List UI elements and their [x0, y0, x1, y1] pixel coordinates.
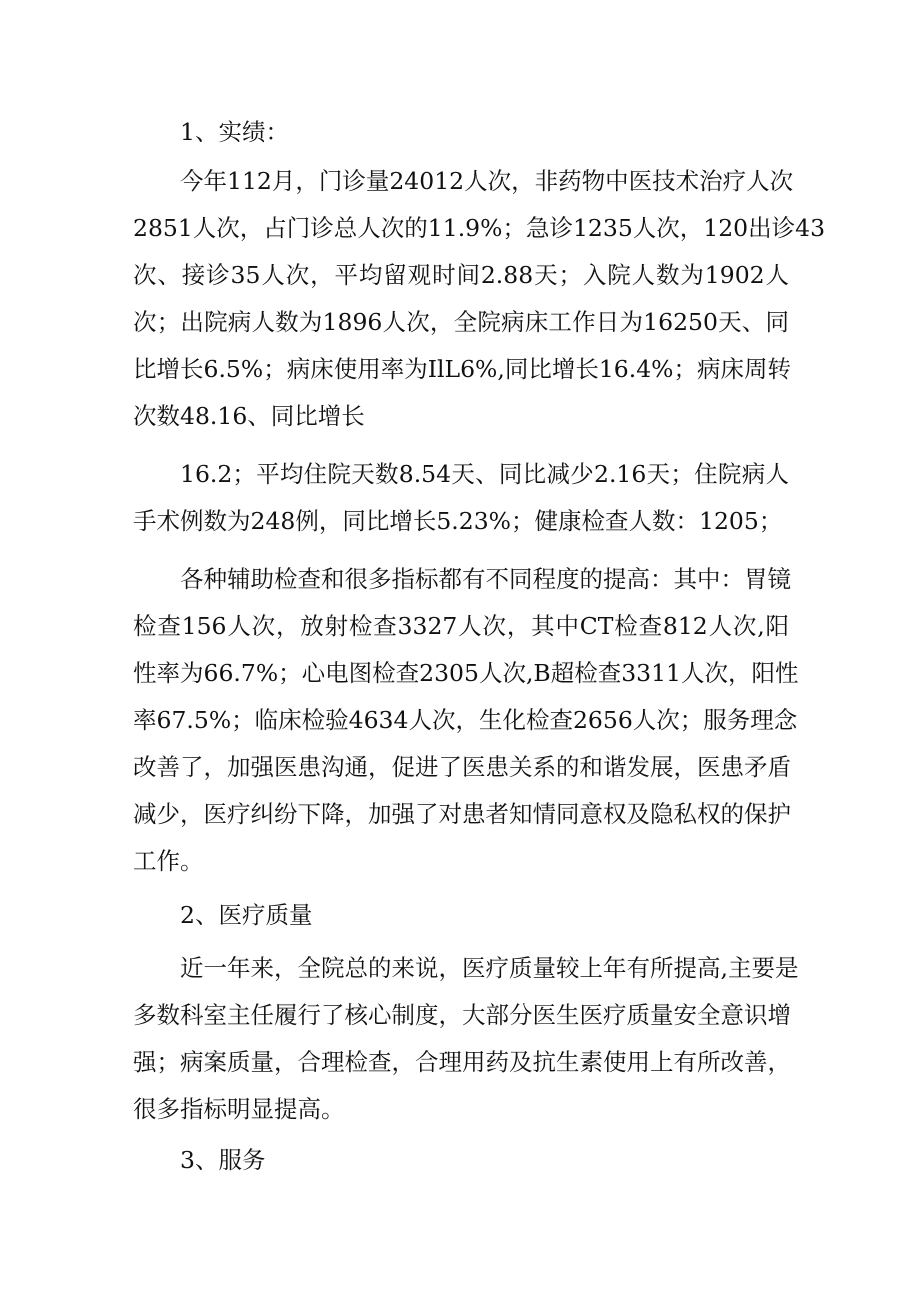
paragraph-line: 次数48.16、同比增长	[133, 402, 365, 430]
paragraph-line: 2851人次，占门诊总人次的11.9%；急诊1235人次，120出诊43	[133, 214, 826, 242]
paragraph-line: 性率为66.7%；心电图检查2305人次,B超检查3311人次，阳性	[133, 659, 799, 687]
paragraph-line: 比增长6.5%；病床使用率为IlL6%,同比增长16.4%；病床周转	[133, 355, 792, 383]
paragraph-line: 16.2；平均住院天数8.54天、同比减少2.16天；住院病人	[180, 460, 789, 488]
paragraph-line: 改善了，加强医患沟通，促进了医患关系的和谐发展，医患矛盾	[133, 753, 791, 781]
paragraph-line: 手术例数为248例，同比增长5.23%；健康检查人数：1205；	[133, 507, 783, 535]
paragraph-line: 工作。	[133, 847, 204, 875]
paragraph-line: 近一年来，全院总的来说，医疗质量较上年有所提高,主要是	[180, 954, 799, 982]
paragraph-line: 次；出院病人数为1896人次，全院病床工作日为16250天、同	[133, 308, 789, 336]
paragraph-line: 各种辅助检查和很多指标都有不同程度的提高：其中：胃镜	[180, 565, 791, 593]
paragraph-line: 检查156人次，放射检查3327人次，其中CT检查812人次,阳	[133, 612, 789, 640]
paragraph-line: 次、接诊35人次，平均留观时间2.88天；入院人数为1902人	[133, 261, 789, 289]
paragraph-line: 很多指标明显提高。	[133, 1095, 345, 1123]
paragraph-line: 多数科室主任履行了核心制度，大部分医生医疗质量安全意识增	[133, 1001, 791, 1029]
paragraph-line: 率67.5%；临床检验4634人次，生化检查2656人次；服务理念	[133, 706, 798, 734]
paragraph-line: 强；病案质量，合理检查，合理用药及抗生素使用上有所改善，	[133, 1048, 791, 1076]
section-heading-achievements: 1、实绩：	[180, 118, 289, 146]
section-heading-service: 3、服务	[180, 1146, 266, 1174]
paragraph-line: 今年112月，门诊量24012人次，非药物中医技术治疗人次	[180, 167, 794, 195]
paragraph-line: 减少，医疗纠纷下降，加强了对患者知情同意权及隐私权的保护	[133, 800, 791, 828]
section-heading-medical-quality: 2、医疗质量	[180, 901, 313, 929]
